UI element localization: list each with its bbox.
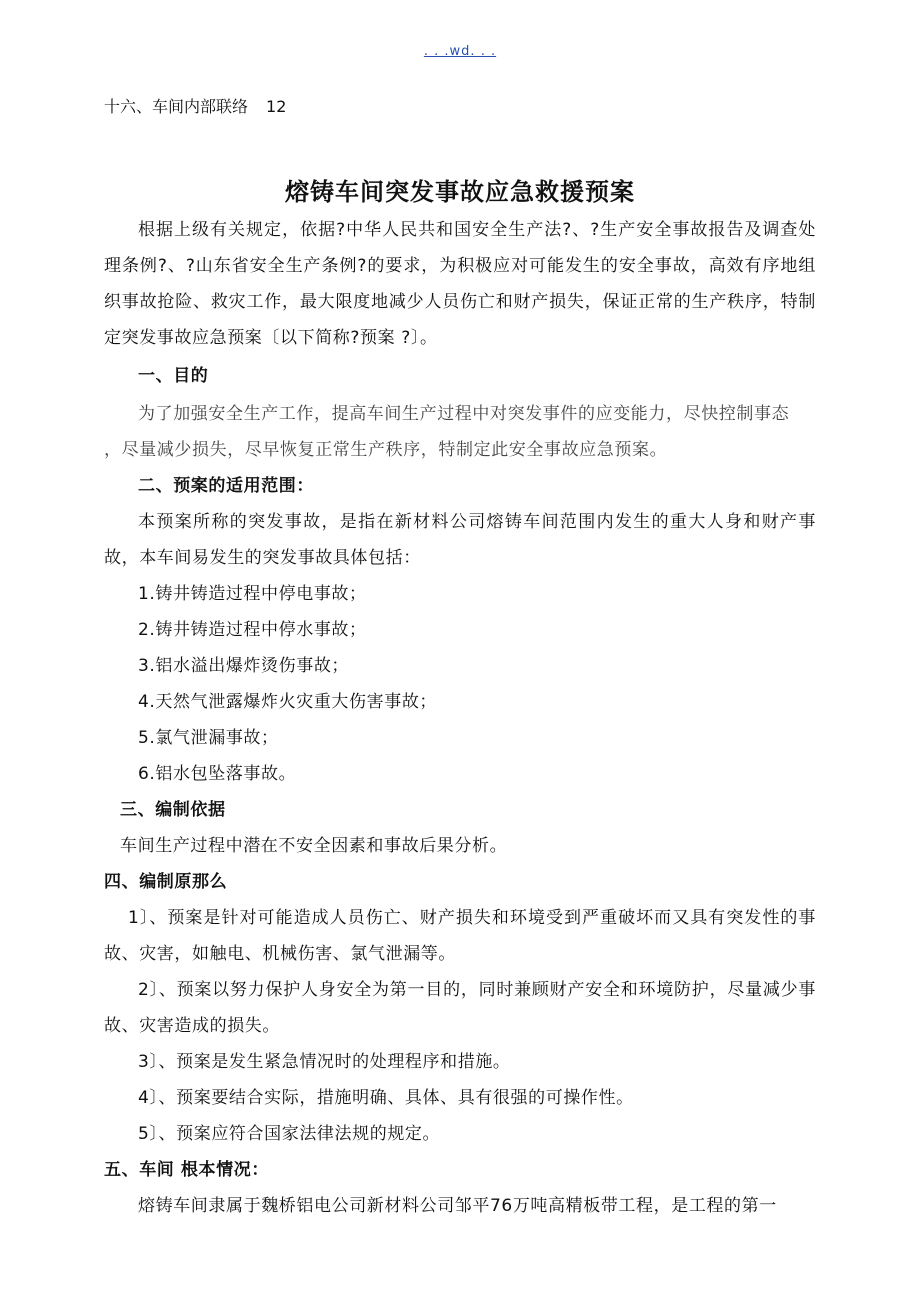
page-header-mark: . . .wd. . . xyxy=(423,44,497,59)
list-item: 1.铸井铸造过程中停电事故； xyxy=(138,584,367,604)
section-4-item-1: 1〕、预案是针对可能造成人员伤亡、财产损失和环境受到严重破坏而又具有突发性的事故、灾害，如触电、机械伤害、氯气泄漏等。 xyxy=(104,908,816,964)
list-item: 6.铝水包坠落事故。 xyxy=(138,764,297,784)
toc-page-number: 12 xyxy=(266,97,287,116)
toc-item-label: 十六、车间内部联络 xyxy=(104,97,249,116)
toc-entry xyxy=(104,94,286,117)
section-3-heading: 三、编制依据 xyxy=(120,800,226,820)
document-title: 熔铸车间突发事故应急救援预案 xyxy=(285,178,635,206)
list-item: 5.氯气泄漏事故； xyxy=(138,728,279,748)
section-2-paragraph: 本预案所称的突发事故，是指在新材料公司熔铸车间范围内发生的重大人身和财产事故，本车间易发生的突发事故具体包括： xyxy=(104,512,816,568)
list-item: 2.铸井铸造过程中停水事故； xyxy=(138,620,367,640)
section-1-heading: 一、目的 xyxy=(138,366,209,386)
section-5-heading: 五、车间 根本情况： xyxy=(104,1160,269,1180)
section-4-item-2: 2〕、预案以努力保护人身安全为第一目的，同时兼顾财产安全和环境防护，尽量减少事故、灾害造成的损失。 xyxy=(104,980,816,1036)
section-4-item-3: 3〕、预案是发生紧急情况时的处理程序和措施。 xyxy=(138,1052,511,1072)
intro-paragraph: 根据上级有关规定，依据?中华人民共和国安全生产法?、?生产安全事故报告及调查处理条例?、?山东省安全生产条例?的要求，为积极应对可能发生的安全事故，高效有序地组织事故抢险、救灾工作，最大限度地减少人员伤亡和财产损失，保证正常的生产秩序，特制定突发事故应急预案〔以下简称?预案 ?〕。 xyxy=(104,220,816,348)
section-5-paragraph: 熔铸车间隶属于魏桥铝电公司新材料公司邹平76万吨高精板带工程，是工程的第一 xyxy=(138,1196,777,1216)
list-item: 3.铝水溢出爆炸烫伤事故； xyxy=(138,656,350,676)
section-3-paragraph: 车间生产过程中潜在不安全因素和事故后果分析。 xyxy=(120,836,508,856)
section-4-heading: 四、编制原那么 xyxy=(104,872,228,892)
section-1-line-1: 为了加强安全生产工作，提高车间生产过程中对突发事件的应变能力，尽快控制事态 xyxy=(138,404,790,424)
section-4-item-5: 5〕、预案应符合国家法律法规的规定。 xyxy=(138,1124,441,1144)
section-1-line-2: ，尽量减少损失，尽早恢复正常生产秩序，特制定此安全事故应急预案。 xyxy=(104,440,668,460)
list-item: 4.天然气泄露爆炸火灾重大伤害事故； xyxy=(138,692,438,712)
section-2-heading: 二、预案的适用范围： xyxy=(138,476,314,496)
section-4-item-4: 4〕、预案要结合实际，措施明确、具体、具有很强的可操作性。 xyxy=(138,1088,634,1108)
